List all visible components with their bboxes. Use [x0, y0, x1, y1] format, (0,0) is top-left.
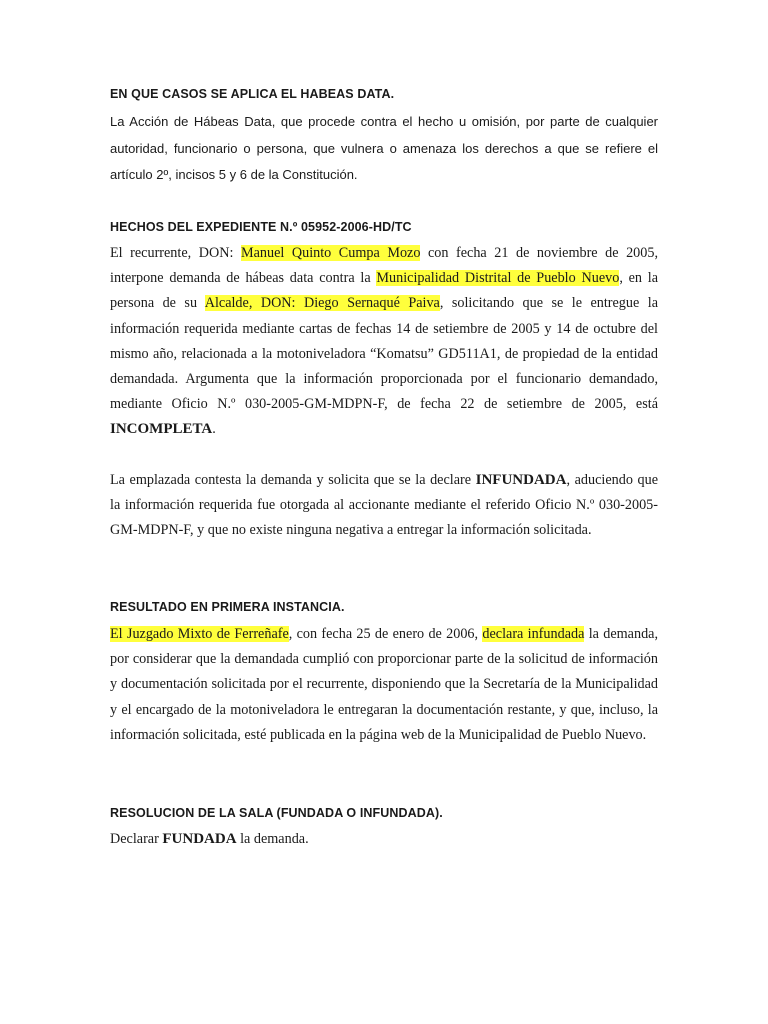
- paragraph-emplazada-contesta: [110, 468, 658, 544]
- paragraph-hechos-recurrente: [110, 241, 658, 443]
- section-heading-resolucion: RESOLUCION DE LA SALA (FUNDADA O INFUNDADA).: [110, 806, 443, 820]
- highlight-juzgado: El Juzgado Mixto de Ferreñafe: [110, 626, 289, 642]
- text-run: , con fecha 25 de enero de 2006,: [288, 626, 483, 642]
- text-run: , solicitando que se le entregue la información requerida mediante cartas de fechas 14 de setiembre de 2005 y 14 de octubre del mismo año, relacionada a la motoniveladora “Komatsu” GD511A1, de propiedad de la entidad demandada. Argumenta que la información proporcionada por el funcionario demandado, mediante Oficio N.º 030-2005-GM-MDPN-F, de fecha 22 de setiembre de 2005, está: [110, 295, 658, 413]
- text-run: .: [212, 421, 216, 438]
- paragraph-resolucion: [110, 827, 658, 852]
- highlight-alcalde: Alcalde, DON: Diego Sernaqué Paiva: [204, 295, 440, 312]
- paragraph-habeas-data-definition: La Acción de Hábeas Data, que procede contra el hecho u omisión, por parte de cualquier autoridad, funcionario o persona, que vulnera o amenaza los derechos a que se refiere el artículo 2º, incisos 5 y 6 de la Constitución.: [110, 114, 658, 182]
- text-run: La emplazada contesta la demanda y solicita que se la declare: [110, 472, 476, 488]
- bold-fundada: FUNDADA: [162, 831, 237, 847]
- text-run: con fecha 21 de noviembre de 2005, interpone demanda de hábeas data contra la: [110, 245, 658, 287]
- text-run: , en la persona de su: [110, 270, 659, 312]
- section-heading-primera-instancia: RESULTADO EN PRIMERA INSTANCIA.: [110, 600, 345, 614]
- bold-incompleta: INCOMPLETA: [110, 421, 213, 438]
- highlight-declara-infundada: declara infundada: [482, 626, 585, 642]
- text-run: Declarar: [110, 831, 163, 847]
- section-heading-hechos: HECHOS DEL EXPEDIENTE N.º 05952-2006-HD/TC: [110, 220, 412, 234]
- highlight-municipalidad: Municipalidad Distrital de Pueblo Nuevo: [376, 270, 620, 287]
- text-run: El recurrente, DON:: [110, 245, 241, 261]
- bold-infundada: INFUNDADA: [475, 472, 567, 488]
- section-heading-habeas-data: EN QUE CASOS SE APLICA EL HABEAS DATA.: [110, 87, 395, 101]
- text-run: , aduciendo que la información requerida fue otorgada al accionante mediante el referido Oficio N.º 030-2005-GM-MDPN-F, y que no existe ninguna negativa a entregar la información solicitada.: [110, 472, 658, 539]
- text-run: la demanda, por considerar que la demandada cumplió con proporcionar parte de la solicitud de información y documentación solicitada por el recurrente, disponiendo que la Secretaría de la Municipalidad y el encargado de la motoniveladora le entregaran la documentación restante, y que, incluso, la información solicitada, esté publicada en la página web de la Municipalidad de Pueblo Nuevo.: [110, 626, 659, 743]
- paragraph-primera-instancia: [110, 622, 658, 748]
- highlight-recurrente-name: Manuel Quinto Cumpa Mozo: [240, 245, 421, 261]
- text-run: la demanda.: [236, 831, 309, 847]
